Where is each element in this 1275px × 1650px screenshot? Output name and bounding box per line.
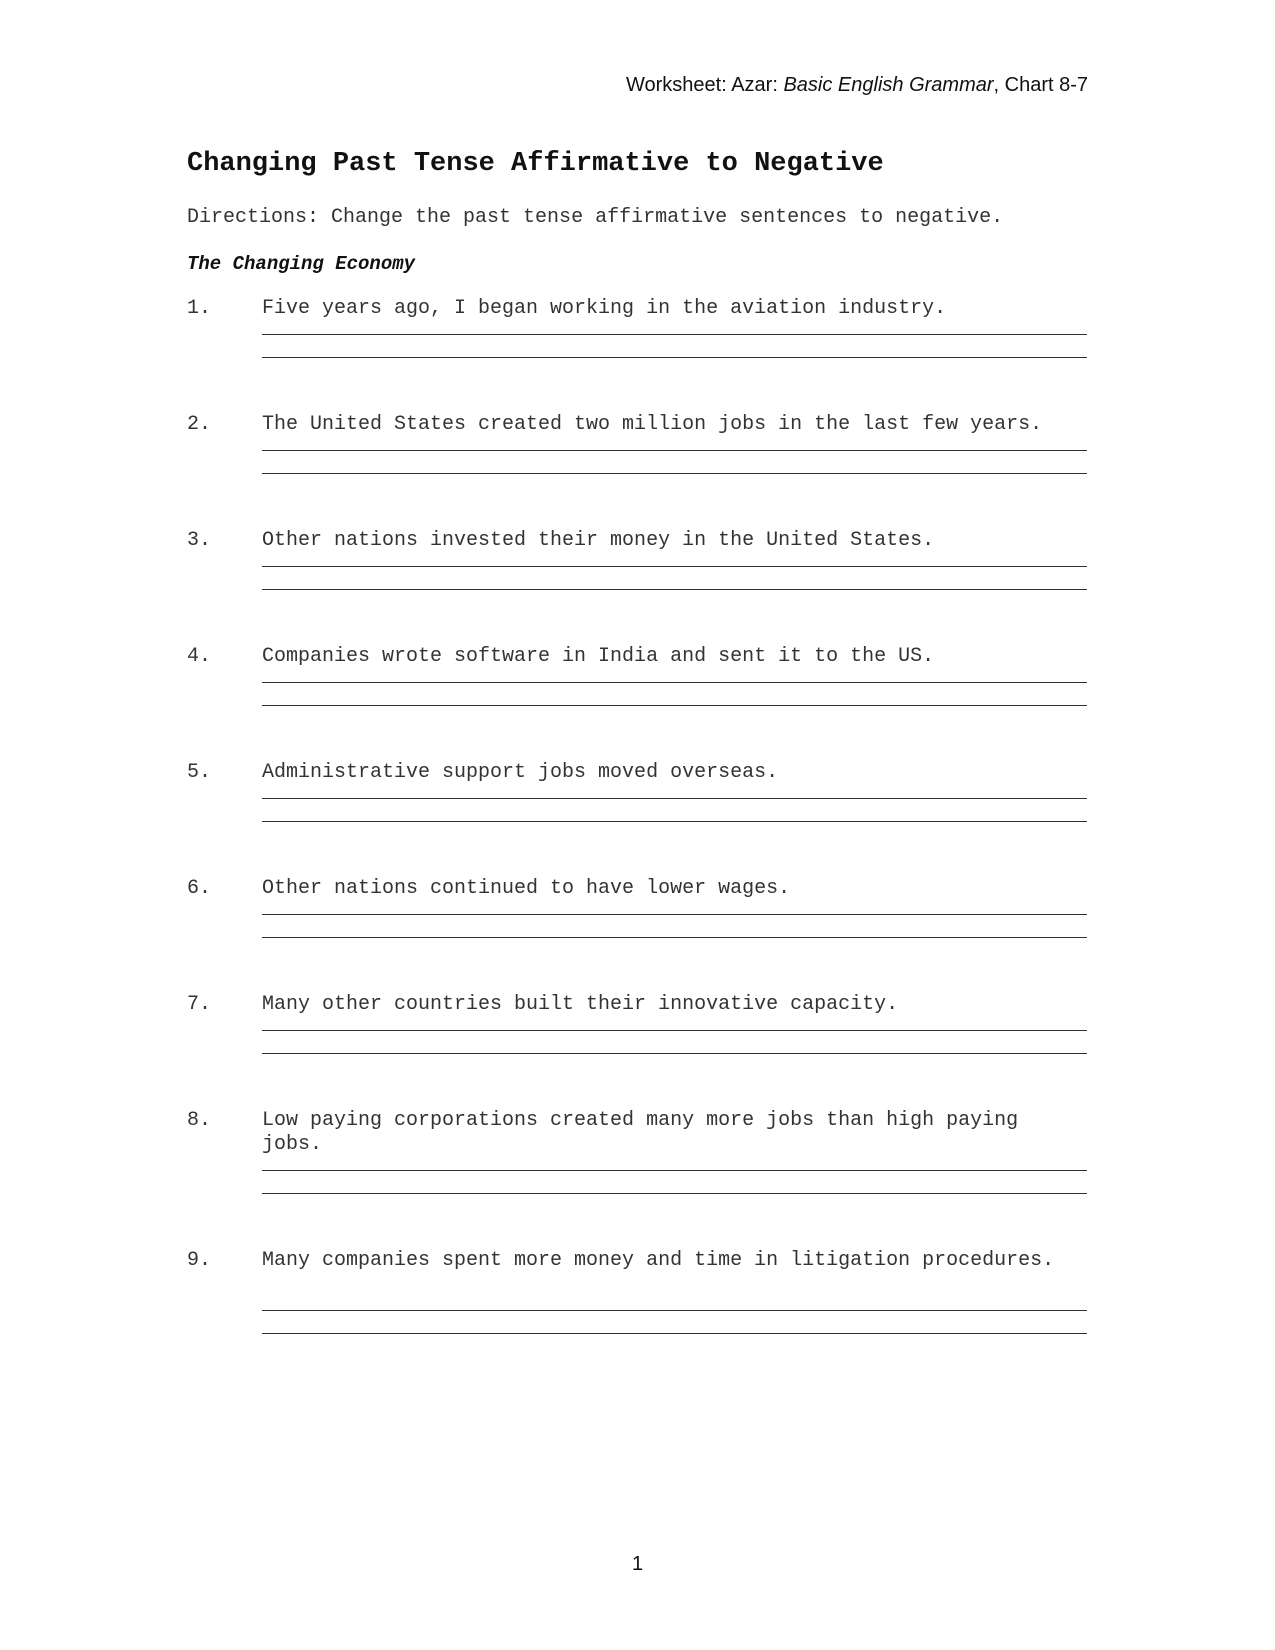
answer-line[interactable] xyxy=(262,1030,1087,1031)
question-text: Administrative support jobs moved overseas. xyxy=(262,761,779,784)
question-number: 5. xyxy=(187,761,212,784)
answer-line[interactable] xyxy=(262,914,1087,915)
answer-line[interactable] xyxy=(262,1053,1087,1054)
page-number: 1 xyxy=(631,1553,644,1575)
answer-line[interactable] xyxy=(262,357,1087,358)
question-text: Low paying corporations created many more jobs than high paying jobs. xyxy=(262,1109,1019,1156)
answer-line[interactable] xyxy=(262,682,1087,683)
question-number: 1. xyxy=(187,297,212,320)
answer-line[interactable] xyxy=(262,705,1087,706)
answer-line[interactable] xyxy=(262,334,1087,335)
page-title: Changing Past Tense Affirmative to Negative xyxy=(187,149,884,179)
answer-line[interactable] xyxy=(262,1193,1087,1194)
answer-line[interactable] xyxy=(262,450,1087,451)
question-number: 2. xyxy=(187,413,212,436)
directions-text: Directions: Change the past tense affirmative sentences to negative. xyxy=(187,206,1004,229)
question-text: Other nations continued to have lower wages. xyxy=(262,877,791,900)
answer-line[interactable] xyxy=(262,798,1087,799)
header-book-title: Basic English Grammar xyxy=(783,74,994,96)
question-text: Many companies spent more money and time in litigation procedures. xyxy=(262,1249,1055,1272)
header-suffix: , Chart 8-7 xyxy=(993,74,1088,96)
answer-line[interactable] xyxy=(262,937,1087,938)
question-number: 6. xyxy=(187,877,212,900)
answer-line[interactable] xyxy=(262,1310,1087,1311)
answer-line[interactable] xyxy=(262,589,1087,590)
worksheet-header xyxy=(626,74,1088,97)
section-heading: The Changing Economy xyxy=(187,253,416,275)
answer-line[interactable] xyxy=(262,566,1087,567)
answer-line[interactable] xyxy=(262,1333,1087,1334)
answer-line[interactable] xyxy=(262,1170,1087,1171)
question-text: The United States created two million jobs in the last few years. xyxy=(262,413,1043,436)
question-number: 4. xyxy=(187,645,212,668)
question-text: Companies wrote software in India and sent it to the US. xyxy=(262,645,935,668)
answer-line[interactable] xyxy=(262,473,1087,474)
question-text: Five years ago, I began working in the aviation industry. xyxy=(262,297,947,320)
question-text: Many other countries built their innovative capacity. xyxy=(262,993,899,1016)
question-number: 7. xyxy=(187,993,212,1016)
question-number: 3. xyxy=(187,529,212,552)
question-number: 9. xyxy=(187,1249,212,1272)
header-prefix: Worksheet: Azar: xyxy=(625,74,784,96)
question-text: Other nations invested their money in the United States. xyxy=(262,529,935,552)
question-number: 8. xyxy=(187,1109,212,1132)
answer-line[interactable] xyxy=(262,821,1087,822)
